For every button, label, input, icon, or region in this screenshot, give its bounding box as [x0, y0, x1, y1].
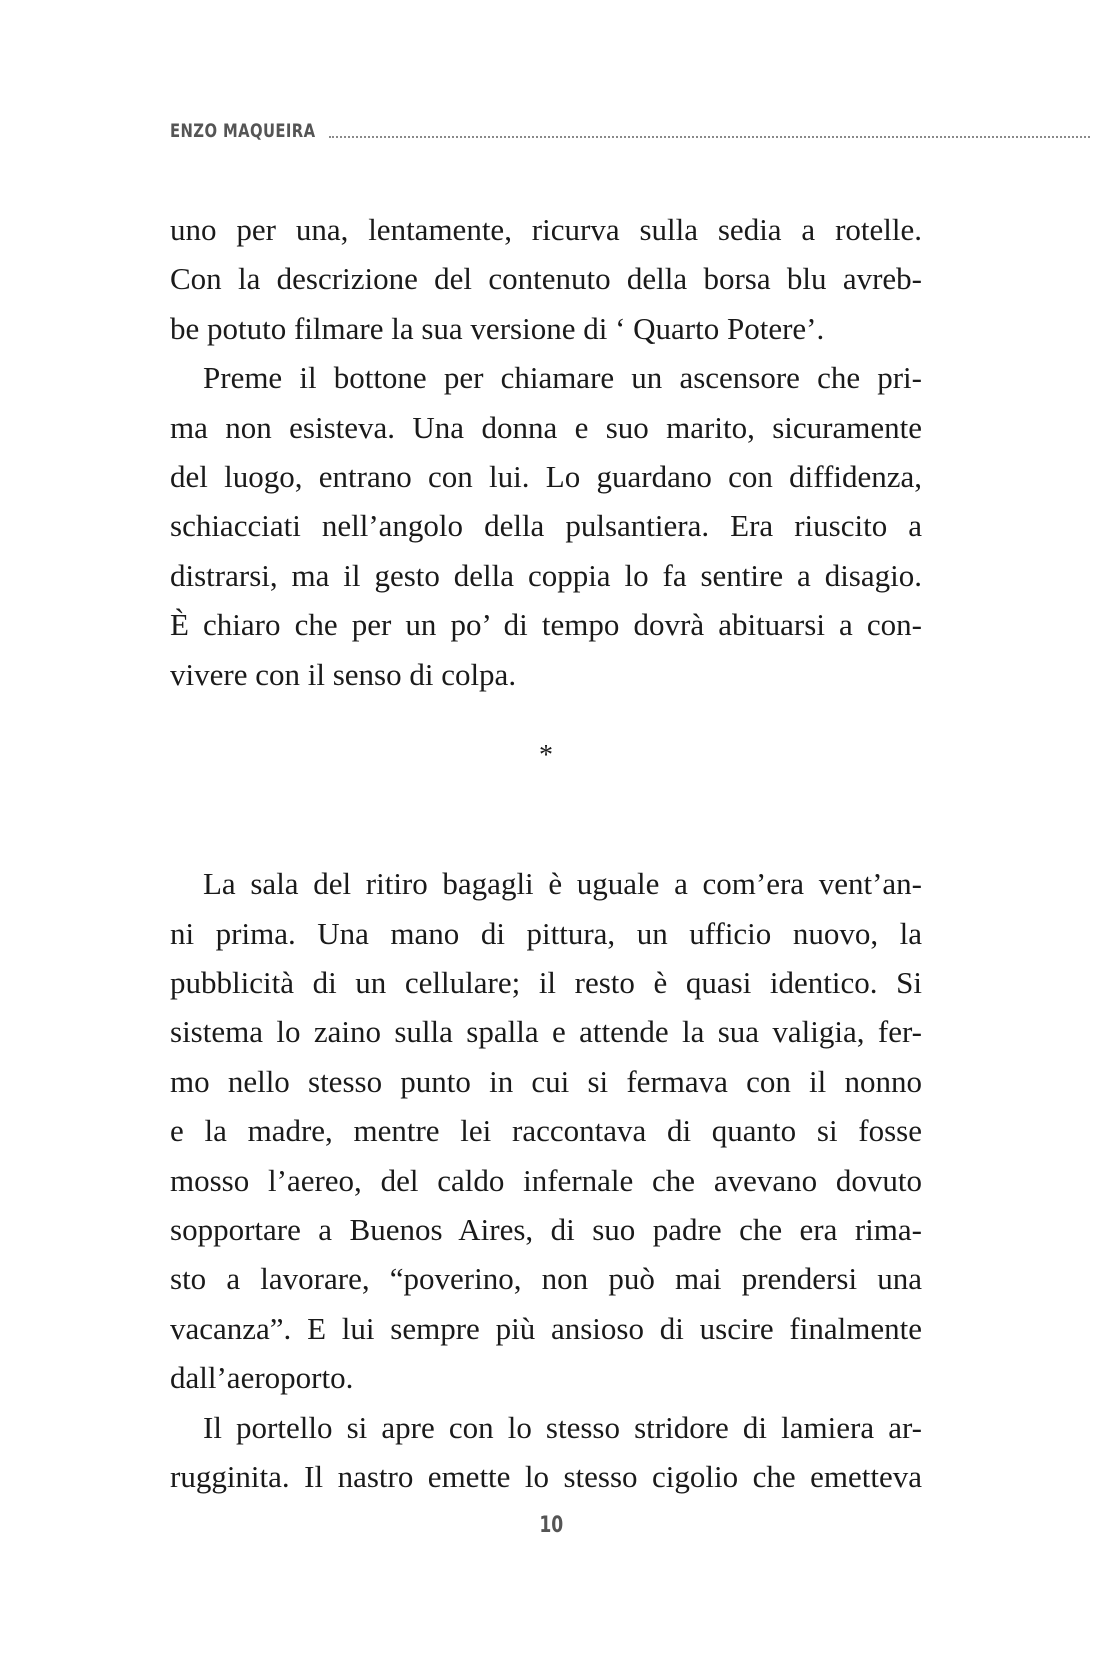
text-line: sistema lo zaino sulla spalla e attende la sua valigia, fer- — [170, 1014, 922, 1050]
text-line: sopportare a Buenos Aires, di suo padre che era rima- — [170, 1212, 922, 1248]
text-line: del luogo, entrano con lui. Lo guardano con diffidenza, — [170, 458, 922, 494]
text-line: rugginita. Il nastro emette lo stesso cigolio che emetteva — [170, 1458, 922, 1494]
text-line: vacanza”. E lui sempre più ansioso di uscire finalmente — [170, 1310, 922, 1346]
text-line: mosso l’aereo, del caldo infernale che avevano dovuto — [170, 1162, 922, 1198]
text-line: mo nello stesso punto in cui si fermava con il nonno — [170, 1063, 922, 1099]
paragraph — [170, 353, 922, 699]
text-line: ni prima. Una mano di pittura, un ufficio nuovo, la — [170, 915, 922, 951]
running-header-author: ENZO MAQUEIRA — [170, 120, 316, 142]
text-line: Preme il bottone per chiamare un ascensore che pri- — [203, 360, 922, 396]
paragraph — [170, 859, 922, 1402]
text-line: vivere con il senso di colpa. — [170, 656, 517, 692]
text-line: uno per una, lentamente, ricurva sulla sedia a rotelle. — [170, 212, 922, 247]
text-line: Con la descrizione del contenuto della borsa blu avreb- — [170, 261, 922, 297]
text-line: Il portello si apre con lo stesso stridore di lamiera ar- — [203, 1409, 922, 1445]
paragraph — [170, 205, 922, 353]
running-header — [170, 113, 1090, 141]
text-line: e la madre, mentre lei raccontava di quanto si fosse — [170, 1113, 922, 1149]
text-line: be potuto filmare la sua versione di ‘ Quarto Potere’. — [170, 310, 825, 346]
body-text — [170, 205, 922, 1501]
section-separator: * — [539, 739, 553, 771]
text-line: È chiaro che per un po’ di tempo dovrà abituarsi a con- — [170, 607, 922, 643]
page-number — [0, 1513, 1102, 1538]
page-number-text: 10 — [539, 1513, 563, 1538]
text-line: La sala del ritiro bagagli è uguale a com’era vent’an- — [203, 866, 922, 902]
text-line: schiacciati nell’angolo della pulsantiera. Era riuscito a — [170, 508, 922, 544]
paragraph — [170, 1403, 922, 1502]
text-line: ma non esisteva. Una donna e suo marito, sicuramente — [170, 409, 922, 445]
dotted-leader — [329, 136, 1091, 138]
text-line: distrarsi, ma il gesto della coppia lo fa sentire a disagio. — [170, 557, 922, 593]
text-line: dall’aeroporto. — [170, 1360, 354, 1396]
text-line: pubblicità di un cellulare; il resto è quasi identico. Si — [170, 965, 922, 1001]
text-line: sto a lavorare, “poverino, non può mai prendersi una — [170, 1261, 922, 1297]
